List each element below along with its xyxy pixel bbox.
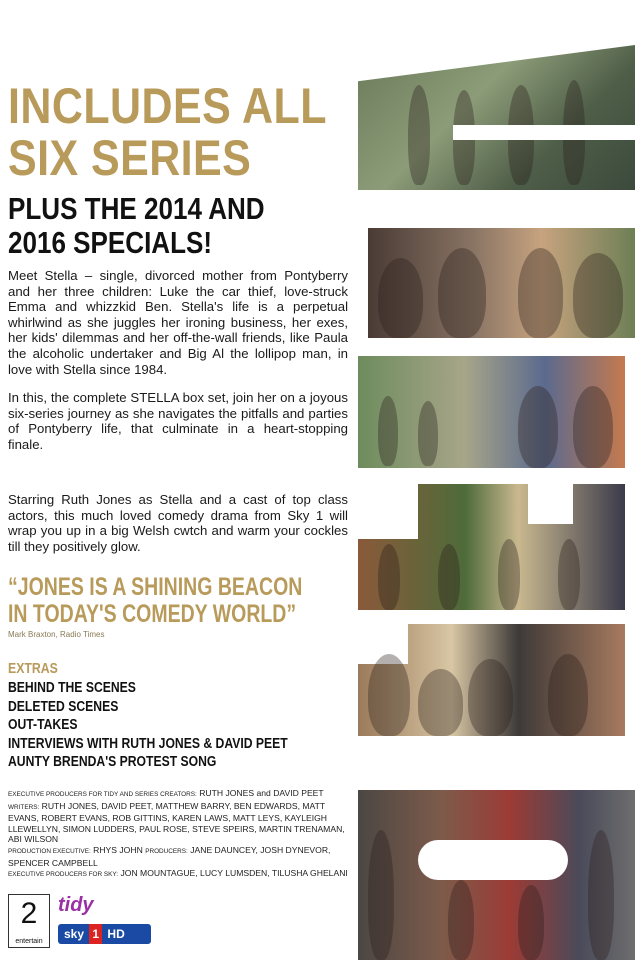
credit-role: PRODUCERS:: [145, 847, 188, 855]
synopsis-paragraph-3: Starring Ruth Jones as Stella and a cast of top class actors, this much loved comedy drama from Sky 1 will wrap you up in a big Welsh cwtch and warm your cockles till they positively glow.: [8, 492, 348, 554]
credit-names: RHYS JOHN: [93, 844, 143, 855]
extras-item: INTERVIEWS WITH RUTH JONES & DAVID PEET: [8, 735, 288, 752]
credit-names: JANE DAUNCEY, JOSH DYNEVOR, SPENCER CAMPBELL: [8, 844, 331, 868]
credit-names: JON MOUNTAGUE, LUCY LUMSDEN, TILUSHA GHELANI: [120, 868, 348, 879]
headline-line-2: SIX SERIES: [8, 130, 252, 186]
press-quote: [8, 574, 302, 628]
cast-photo-5: [358, 624, 625, 736]
quote-attribution: Mark Braxton, Radio Times: [8, 630, 105, 639]
credit-names: RUTH JONES, DAVID PEET, MATTHEW BARRY, BEN EDWARDS, MATT EVANS, ROBERT EVANS, ROB GITTINS, KAREN LAWS, MATT LEYS, KAYLEIGH LLEWELLYN, SIMON LUDDERS, PAUL ROSE, STEVE SPEIRS, MARTIN TRENAMAN, ABI WILSON: [8, 800, 345, 845]
sky-one-number: 1: [89, 924, 102, 944]
cast-photo-3: [358, 356, 625, 468]
credit-role: PRODUCTION EXECUTIVE:: [8, 847, 91, 855]
credit-role: WRITERS:: [8, 803, 40, 811]
subheadline: [8, 192, 265, 260]
headline: [8, 78, 327, 186]
photo-collage: [358, 0, 635, 960]
sky-prefix: sky: [64, 927, 85, 941]
tidy-logo: tidy: [58, 894, 94, 916]
extras-title: EXTRAS: [8, 660, 58, 677]
extras-item: BEHIND THE SCENES: [8, 680, 136, 696]
sky-one-hd-logo: [58, 924, 151, 944]
subhead-line-2: 2016 SPECIALS!: [8, 225, 213, 260]
extras-list: [8, 679, 341, 772]
cast-photo-6: [358, 790, 635, 960]
extras-item: AUNTY BRENDA'S PROTEST SONG: [8, 754, 217, 770]
subhead-line-1: PLUS THE 2014 AND: [8, 191, 265, 226]
entertain-text: entertain: [15, 938, 43, 945]
synopsis-paragraph-2: In this, the complete STELLA box set, join her on a joyous six-series journey as she navigates the pitfalls and parties of Pontyberry life, that culminate in a heart-stopping finale.: [8, 390, 348, 452]
quote-line-1: “JONES IS A SHINING BEACON: [8, 573, 303, 601]
cast-photo-2: [368, 228, 635, 338]
credit-names: RUTH JONES and DAVID PEET: [199, 788, 324, 798]
credits-block: [8, 788, 353, 881]
logos: [8, 894, 168, 950]
synopsis-paragraph-1: Meet Stella – single, divorced mother from Pontyberry and her three children: Luke the car thief, love-struck Emma and whizzkid Ben. Stella's life is a perpetual whirlwind as she juggles her ironing business, her exes, her kids' dilemmas and her off-the-wall friends, like Paula the alcoholic undertaker and Big Al the lollipop man, in love with Stella since 1984.: [8, 268, 348, 377]
quote-line-2: IN TODAY'S COMEDY WORLD”: [8, 600, 297, 628]
extras-item: DELETED SCENES: [8, 698, 119, 715]
extras-item: OUT-TAKES: [8, 717, 78, 733]
2-entertain-logo: [8, 894, 50, 948]
cast-photo-4: [358, 484, 625, 610]
headline-line-1: INCLUDES ALL: [8, 78, 327, 134]
sky-suffix: HD: [107, 927, 125, 941]
cast-photo-1: [358, 45, 635, 190]
entertain-number: 2: [20, 897, 38, 930]
credit-role: EXECUTIVE PRODUCERS FOR TIDY AND SERIES CREATORS:: [8, 791, 197, 798]
credit-role: EXECUTIVE PRODUCERS FOR SKY:: [8, 871, 119, 879]
